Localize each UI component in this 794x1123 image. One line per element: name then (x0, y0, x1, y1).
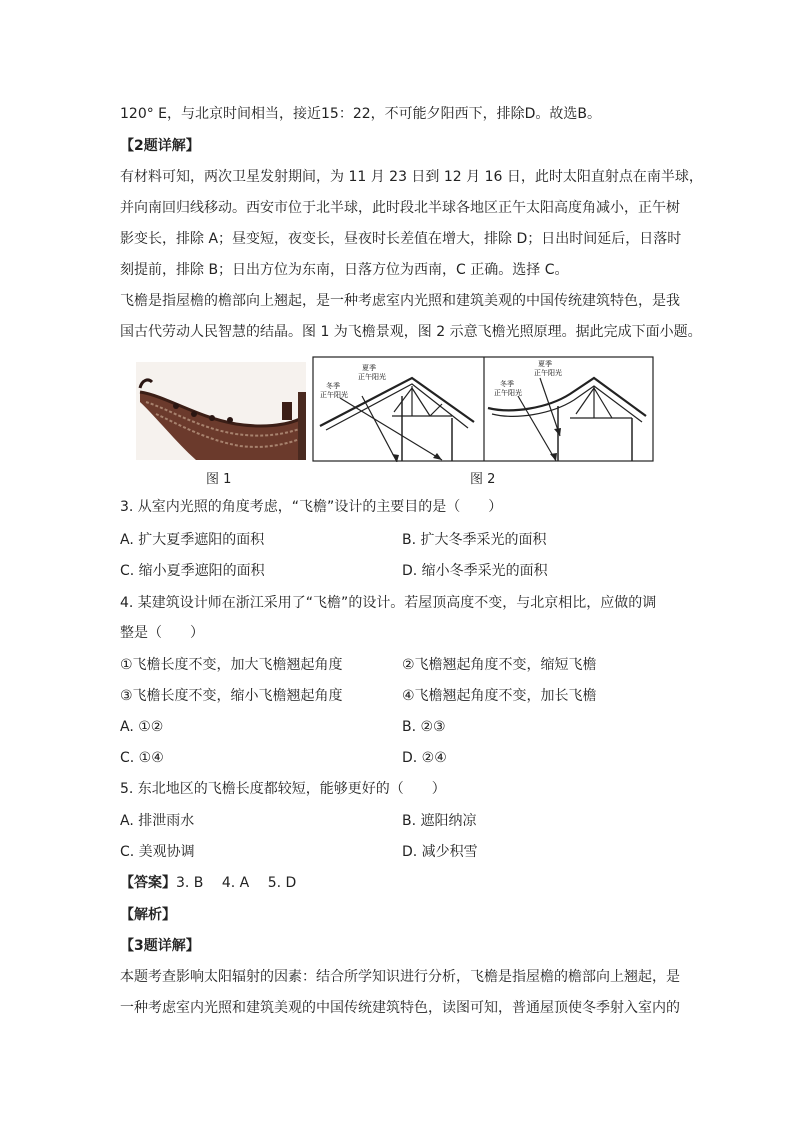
analysis-label: 【解析】 (120, 907, 176, 923)
l6: 刻提前，排除 B；日出方位为东南，日落方位为西南，C 正确。选择 C。 (120, 262, 569, 278)
answer-line (120, 873, 296, 893)
figure-2-diagram (312, 356, 654, 462)
q3-option-a: A. 扩大夏季遮阳的面积 (120, 532, 265, 548)
section-heading-q2: 【2题详解】 (120, 138, 200, 154)
figure-1-caption: 图 1 (206, 472, 232, 487)
q5-option-d: D. 减少积雪 (402, 844, 478, 860)
l3: 有材料可知，两次卫星发射期间，为 11 月 23 日到 12 月 16 日，此时太阳直射点在南半球， (120, 169, 703, 185)
right-summer-label: 夏季 (538, 360, 552, 368)
q5-stem: 5. 东北地区的飞檐长度都较短，能够更好的（ ） (120, 781, 446, 797)
right-summer-label-2: 正午阳光 (534, 369, 562, 377)
q4-option-d: D. ②④ (402, 750, 447, 766)
figure-2-caption: 图 2 (470, 472, 496, 487)
l4: 并向南回归线移动。西安市位于北半球，此时段北半球各地区正午太阳高度角减小，正午树 (120, 200, 680, 216)
l5: 影变长，排除 A；昼变短，夜变长，昼夜时长差值在增大，排除 D；日出时间延后，日落时 (120, 231, 682, 247)
q3-stem: 3. 从室内光照的角度考虑，“飞檐”设计的主要目的是（ ） (120, 499, 503, 515)
q4-statement-1: ①飞檐长度不变，加大飞檐翘起角度 (120, 657, 343, 673)
q5-option-c: C. 美观协调 (120, 844, 195, 860)
q4-stem-line2: 整是（ ） (120, 625, 204, 641)
analysis-sub-q3: 【3题详解】 (120, 938, 200, 954)
left-summer-label-2: 正午阳光 (358, 373, 386, 381)
q4-option-a: A. ①② (120, 719, 164, 735)
q4-statement-3: ③飞檐长度不变，缩小飞檐翘起角度 (120, 688, 343, 704)
figure-1-eave-photo (136, 362, 306, 460)
l1: 120° E，与北京时间相当，接近15：22，不可能夕阳西下，排除D。故选B。 (120, 106, 602, 122)
q4-statement-2: ②飞檐翘起角度不变，缩短飞檐 (402, 657, 597, 673)
q5-option-b: B. 遮阳纳凉 (402, 813, 477, 829)
l7: 飞檐是指屋檐的檐部向上翘起，是一种考虑室内光照和建筑美观的中国传统建筑特色，是我 (120, 293, 680, 309)
q4-stem-line1: 4. 某建筑设计师在浙江采用了“飞檐”的设计。若屋顶高度不变，与北京相比，应做的调 (120, 595, 657, 611)
q4-option-c: C. ①④ (120, 750, 164, 766)
q5-option-a: A. 排泄雨水 (120, 813, 195, 829)
l8: 国古代劳动人民智慧的结晶。图 1 为飞檐景观，图 2 示意飞檐光照原理。据此完成下面小题。 (120, 324, 702, 340)
right-winter-label: 冬季 (500, 380, 514, 388)
analysis-text-2: 一种考虑室内光照和建筑美观的中国传统建筑特色，读图可知，普通屋顶使冬季射入室内的 (120, 1000, 680, 1016)
left-winter-label-2: 正午阳光 (320, 391, 348, 399)
q4-statement-4: ④飞檐翘起角度不变，加长飞檐 (402, 688, 597, 704)
right-winter-label-2: 正午阳光 (494, 389, 522, 397)
q4-option-b: B. ②③ (402, 719, 446, 735)
q3-option-d: D. 缩小冬季采光的面积 (402, 563, 548, 579)
left-summer-label: 夏季 (362, 364, 376, 372)
answer-text: 3. B 4. A 5. D (176, 875, 297, 891)
q3-option-c: C. 缩小夏季遮阳的面积 (120, 563, 265, 579)
left-winter-label: 冬季 (326, 382, 340, 390)
answer-label: 【答案】 (120, 875, 176, 891)
q3-option-b: B. 扩大冬季采光的面积 (402, 532, 547, 548)
analysis-text-1: 本题考查影响太阳辐射的因素：结合所学知识进行分析，飞檐是指屋檐的檐部向上翘起，是 (120, 969, 680, 985)
